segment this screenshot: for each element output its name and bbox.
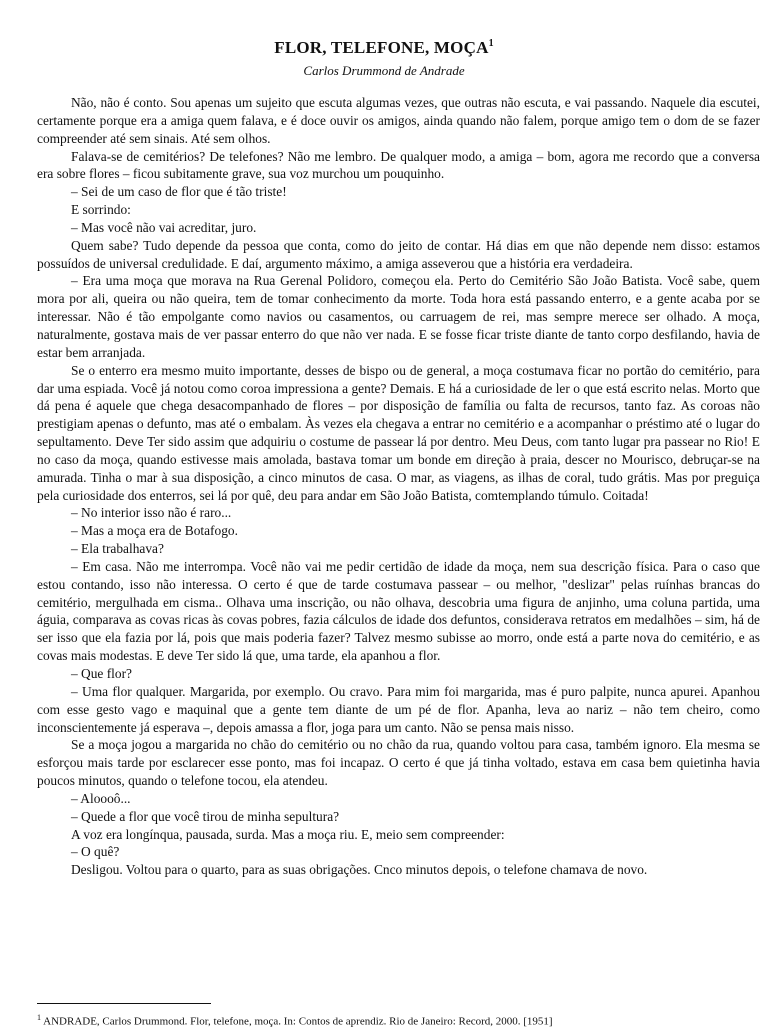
paragraph: Se a moça jogou a margarida no chão do cemitério ou no chão da rua, quando voltou para casa, também ignoro. Ela mesma se esforçou mais tarde por esclarecer esse ponto, mas foi incapaz. O certo é que já tinha voltado, estava em casa bem quietinha havia poucos minutos, quando o telefone tocou, ela atendeu. — [37, 737, 760, 789]
paragraph: E sorrindo: — [71, 202, 131, 218]
title-text: FLOR, TELEFONE, MOÇA — [274, 38, 489, 57]
footnote — [37, 1013, 760, 1028]
paragraph: – Em casa. Não me interrompa. Você não vai me pedir certidão de idade da moça, nem sua descrição física. Para o caso que estou contando, isso não interessa. O certo é que de tarde costumava passear – ou melhor, "deslizar" pelas ruínhas brancas do cemitério, mergulhada em cisma.. Olhava uma inscrição, ou não olhava, descobria uma figura de anjinho, uma coluna partida, uma águia, comparava as covas ricas às covas pobres, fazia cálculos de idade dos defuntos, considerava retratos em medalhões – sim, há de ser isso que ela fazia por lá, pois que mais poderia fazer? Talvez mesmo subisse ao morro, onde está a parte nova do cemitério, e as covas mais modestas. E deve Ter sido lá que, uma tarde, ela apanhou a flor. — [37, 558, 760, 664]
footnote-text: ANDRADE, Carlos Drummond. Flor, telefone, moça. In: Contos de aprendiz. Rio de Janeiro: Record, 2000. [1951] — [43, 1015, 553, 1028]
paragraph: Quem sabe? Tudo depende da pessoa que conta, como do jeito de contar. Há dias em que não depende nem disso: estamos possuídos de universal credulidade. E daí, argumento máximo, a amiga asseverou que a história era verdadeira. — [37, 237, 760, 271]
paragraph: – Mas a moça era de Botafogo. — [71, 523, 238, 539]
paragraph: Se o enterro era mesmo muito importante, desses de bispo ou de general, a moça costumava ficar no portão do cemitério, para dar uma espiada. Você já notou como coroa impressiona a gente? Demais. E há a curiosidade de ler o que está escrito nelas. Morto que dá pena é aquele que chega desacompanhado de flores – por disposição de família ou falta de recursos, tanto faz. As coroas não prestigiam apenas o defunto, mas até o embalam. Às vezes ela chegava a entrar no cemitério e a acompanhar o préstimo até o lugar do sepultamento. Deve Ter sido assim que adquiriu o costume de passear lá por dentro. Meu Deus, com tanto lugar pra passear no Rio! E no caso da moça, quando estivesse mais amolada, bastava tomar um bonde em direção à praia, descer no Mourisco, debruçar-se na amurada. Tinha o mar à sua disposição, a cinco minutos de casa. O mar, as viagens, as ilhas de coral, tudo grátis. Mas por preguiça pela curiosidade dos enterros, sei lá por quê, deu para andar em São João Batista, comtemplando túmulo. Coitada! — [37, 362, 760, 503]
footnote-divider — [37, 1003, 211, 1004]
paragraph: A voz era longínqua, pausada, surda. Mas a moça riu. E, meio sem compreender: — [71, 826, 505, 842]
paragraph: – Que flor? — [71, 666, 132, 681]
footnote-mark: 1 — [37, 1013, 41, 1022]
paragraph: Não, não é conto. Sou apenas um sujeito que escuta algumas vezes, que outras não escuta, e vai passando. Naquele dia escutei, certamente porque era a amiga quem falava, e é doce ouvir os amigos, ainda quando não falem, porque amigo tem o dom de se fazer compreender até sem sinais. Até sem olhos. — [37, 95, 760, 146]
paragraph: – Uma flor qualquer. Margarida, por exemplo. Ou cravo. Para mim foi margarida, mas é puro palpite, nunca apurei. Apanhou com esse gesto vago e maquinal que a gente tem diante de um pé de flor. Apanha, leva ao nariz – não tem cheiro, como inconscientemente já esperava –, depois amassa a flor, joga para um canto. Não se pensa mais nisso. — [37, 683, 760, 735]
paragraph: – Ela trabalhava? — [71, 541, 164, 557]
page-title — [0, 38, 768, 58]
paragraph: – O quê? — [71, 844, 120, 860]
paragraph: – No interior isso não é raro... — [71, 505, 232, 521]
title-footnote-mark: 1 — [488, 38, 494, 49]
paragraph: – Aloooô... — [71, 790, 131, 806]
author-name: Carlos Drummond de Andrade — [303, 63, 465, 78]
paragraph: – Era uma moça que morava na Rua Gerenal Polidoro, começou ela. Perto do Cemitério São João Batista. Você sabe, quem mora por ali, queira ou não queira, tem de tomar conhecimento da morte. Toda hora está passando enterro, e a gente acaba por se interessar. Não é tão empolgante como navios ou casamentos, ou carruagem de rei, mas sempre merece ser olhado. A moça, naturalmente, gostava mais de ver passar enterro do que não ver nada. E se fosse ficar triste diante de tanto corpo desfilando, havia de estar bem arranjada. — [37, 273, 760, 360]
story-body — [37, 94, 760, 879]
paragraph: – Sei de um caso de flor que é tão triste! — [71, 184, 287, 200]
paragraph: Desligou. Voltou para o quarto, para as suas obrigações. Cnco minutos depois, o telefone chamava de novo. — [71, 862, 648, 878]
paragraph: – Mas você não vai acreditar, juro. — [71, 219, 257, 235]
paragraph: – Quede a flor que você tirou de minha sepultura? — [71, 808, 340, 824]
paragraph: Falava-se de cemitérios? De telefones? Não me lembro. De qualquer modo, a amiga – bom, agora me recordo que a conversa era sobre flores – ficou subitamente grave, sua voz murchou um pouquinho. — [37, 148, 760, 182]
